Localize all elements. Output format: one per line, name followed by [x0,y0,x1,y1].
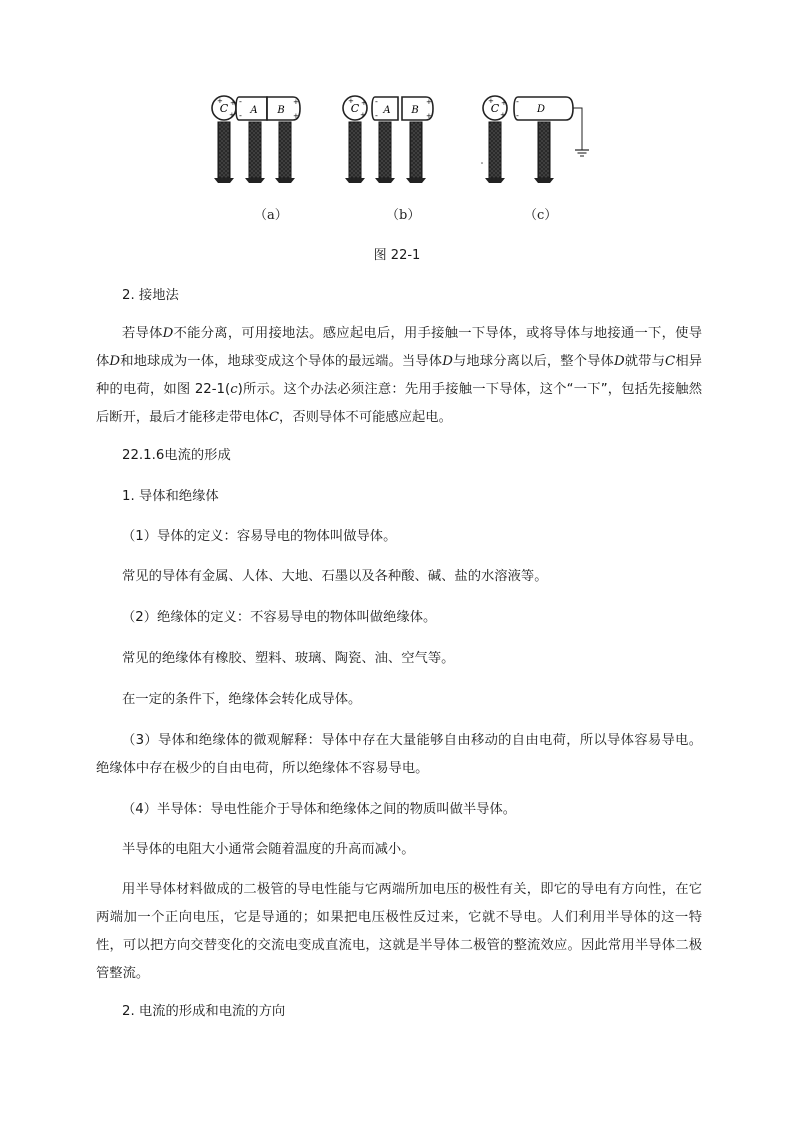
plus-sign: + [217,97,223,105]
minus-sign: - [375,97,378,106]
plus-sign: + [501,99,507,107]
minus-sign: - [239,97,242,106]
paragraph-grounding: 若导体D不能分离，可用接地法。感应起电后，用手接触一下导体，或将导体与地接通一下，使导体D和地球成为一体，地球变成这个导体的最远端。当导体D与地球分离以后，整个导体D就带与C相异种的电荷，如图 22-1(c)所示。这个办法必须注意：先用手接触一下导体，这个“一下”，包括先接触然后断开，最后才能移走带电体C，否则导体不可能感应起电。 [96,326,703,425]
label-b: B [277,105,285,116]
label-b: B [411,105,419,116]
ground-wire [573,108,582,150]
plus-sign: + [293,112,299,120]
plus-sign: + [229,111,235,119]
minus-sign: - [375,111,378,120]
plus-sign: + [348,97,354,105]
semiconductor-definition: （4）半导体：导电性能介于导体和绝缘体之间的物质叫做半导体。 [122,802,517,817]
common-insulators: 常见的绝缘体有橡胶、塑料、玻璃、陶瓷、油、空气等。 [122,651,455,666]
minus-sign: - [516,111,519,120]
plus-sign: + [426,112,432,120]
figure-22-1 [205,92,605,222]
section-heading-current: 2. 电流的形成和电流的方向 [122,1004,286,1019]
label-a: A [383,105,391,116]
section-heading-2216: 22.1.6电流的形成 [122,448,231,463]
plus-sign: + [293,98,299,106]
caption-b: （b） [386,208,421,223]
label-c-c: C [490,102,500,115]
plus-sign: + [230,99,236,107]
insulator-transform: 在一定的条件下，绝缘体会转化成导体。 [122,692,362,707]
section-heading-conductors: 1. 导体和绝缘体 [122,489,219,504]
section-heading-ground: 2. 接地法 [122,288,179,303]
panel-c [481,96,589,183]
label-a: A [250,105,258,116]
minus-sign: - [239,111,242,120]
figure-title: 图 22-1 [373,248,421,263]
panel-a [212,96,300,183]
label-c-b: C [350,102,360,115]
microscopic-explanation: （3）导体和绝缘体的微观解释：导体中存在大量能够自由移动的自由电荷，所以导体容易导电。绝缘体中存在极少的自由电荷，所以绝缘体不容易导电。 [96,733,702,776]
plus-sign: + [360,111,366,119]
caption-a: （a） [254,208,288,223]
plus-sign: + [500,111,506,119]
label-d: D [536,104,546,115]
minus-sign: - [516,97,519,106]
caption-c: （c） [524,208,558,223]
definition-conductor: （1）导体的定义：容易导电的物体叫做导体。 [122,529,397,544]
panel-b [343,96,433,183]
diode-paragraph: 用半导体材料做成的二极管的导电性能与它两端所加电压的极性有关，即它的导电有方向性，在它两端加一个正向电压，它是导通的；如果把电压极性反过来，它就不导电。人们利用半导体的这一特性，可以把方向交替变化的交流电变成直流电，这就是半导体二极管的整流效应。因此常用半导体二极管整流。 [96,882,702,981]
label-c-a: C [219,102,229,115]
common-conductors: 常见的导体有金属、人体、大地、石墨以及各种酸、碱、盐的水溶液等。 [122,569,548,584]
semiconductor-resistance: 半导体的电阻大小通常会随着温度的升高而减小。 [122,842,415,857]
definition-insulator: （2）绝缘体的定义：不容易导电的物体叫做绝缘体。 [122,610,437,625]
electrostatic-induction-diagram [205,92,605,222]
plus-sign: + [426,98,432,106]
plus-sign: + [488,97,494,105]
plus-sign: + [361,99,367,107]
